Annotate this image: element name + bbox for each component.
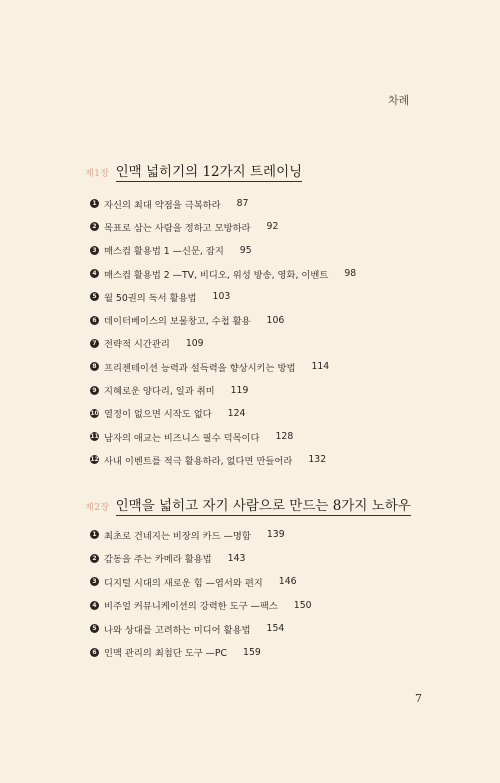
toc-list [90, 523, 312, 664]
entry-number: 3 [90, 246, 99, 255]
entry-title: 프리젠테이션 능력과 설득력을 향상시키는 방법 [104, 362, 296, 374]
entry-title: 매스컴 활용법 1 —신문, 잡지 [104, 246, 224, 258]
entry-number: 9 [90, 386, 99, 395]
page-number: 7 [415, 692, 422, 705]
toc-entry[interactable] [90, 523, 312, 547]
entry-number: 1 [90, 530, 99, 539]
entry-number: 6 [90, 648, 99, 657]
section-label: 제2장 [85, 503, 110, 513]
toc-entry[interactable] [90, 448, 356, 471]
entry-page: 103 [212, 291, 231, 303]
entry-title: 전략적 시간관리 [104, 339, 170, 351]
entry-title: 디지털 시대의 새로운 힘 —엽서와 편지 [104, 577, 263, 589]
toc-entry[interactable] [90, 262, 356, 285]
toc-entry[interactable] [90, 378, 356, 401]
entry-page: 109 [185, 337, 204, 349]
toc-entry[interactable] [90, 239, 356, 262]
entry-number: 2 [90, 222, 99, 231]
entry-page: 119 [230, 384, 249, 396]
entry-number: 3 [90, 577, 99, 586]
toc-entry[interactable] [90, 192, 356, 215]
entry-number: 4 [90, 601, 99, 610]
entry-number: 5 [90, 624, 99, 633]
section-title: 인맥 넓히기의 12가지 트레이닝 [116, 160, 303, 182]
running-head: 차례 [388, 94, 410, 107]
entry-page: 146 [278, 576, 297, 588]
section-title: 인맥을 넓히고 자기 사람으로 만드는 8가지 노하우 [116, 494, 411, 516]
toc-entry[interactable] [90, 547, 312, 571]
toc-entry[interactable] [90, 641, 312, 665]
toc-entry[interactable] [90, 215, 356, 238]
toc-entry[interactable] [90, 402, 356, 425]
entry-page: 150 [293, 599, 312, 611]
entry-number: 8 [90, 362, 99, 371]
entry-title: 사내 이벤트를 적극 활용하라, 없다면 만들어라 [104, 455, 293, 467]
entry-title: 감동을 주는 카메라 활용법 [104, 554, 212, 566]
section-heading [85, 160, 302, 182]
entry-page: 95 [239, 244, 252, 256]
entry-page: 106 [266, 314, 285, 326]
entry-title: 목표로 삼는 사람을 정하고 모방하라 [104, 222, 251, 234]
entry-page: 139 [266, 529, 285, 541]
entry-title: 열정이 없으면 시작도 없다 [104, 409, 212, 421]
entry-page: 154 [266, 623, 285, 635]
entry-title: 최초로 건네지는 비장의 카드 —명함 [104, 530, 251, 542]
toc-entry[interactable] [90, 308, 356, 331]
entry-number: 10 [90, 409, 99, 417]
entry-title: 매스컴 활용법 2 —TV, 비디오, 위성 방송, 영화, 이벤트 [104, 269, 329, 281]
entry-title: 남자의 애교는 비즈니스 필수 덕목이다 [104, 432, 260, 444]
entry-number: 2 [90, 554, 99, 563]
entry-page: 159 [243, 646, 261, 658]
entry-page: 143 [227, 552, 246, 564]
entry-page: 98 [344, 268, 357, 280]
entry-page: 87 [236, 198, 249, 210]
entry-number: 6 [90, 316, 99, 325]
entry-page: 132 [308, 454, 327, 466]
entry-title: 자신의 최대 약점을 극복하라 [104, 199, 221, 211]
section-label: 제1장 [85, 169, 110, 179]
entry-page: 124 [227, 407, 246, 419]
toc-entry[interactable] [90, 617, 312, 641]
toc-entry[interactable] [90, 332, 356, 355]
entry-title: 지혜로운 양다리, 일과 취미 [104, 386, 215, 398]
entry-number: 4 [90, 269, 99, 278]
toc-entry[interactable] [90, 594, 312, 618]
toc-entry[interactable] [90, 570, 312, 594]
entry-number: 5 [90, 292, 99, 301]
toc-entry[interactable] [90, 285, 356, 308]
entry-number: 11 [90, 433, 99, 441]
entry-title: 나와 상대를 고려하는 미디어 활용법 [104, 624, 251, 636]
entry-page: 92 [266, 221, 279, 233]
toc-entry[interactable] [90, 425, 356, 448]
section-heading [85, 494, 411, 516]
entry-title: 월 50권의 독서 활용법 [104, 292, 197, 304]
entry-title: 데이터베이스의 보물창고, 수첩 활용 [104, 316, 251, 328]
toc-list [90, 192, 356, 472]
entry-title: 비주얼 커뮤니케이션의 강력한 도구 —팩스 [104, 601, 278, 613]
entry-page: 128 [275, 431, 294, 443]
entry-page: 114 [311, 361, 330, 373]
toc-entry[interactable] [90, 355, 356, 378]
entry-number: 1 [90, 199, 99, 208]
entry-number: 7 [90, 339, 99, 348]
entry-number: 12 [90, 456, 99, 464]
entry-title: 인맥 관리의 최첨단 도구 —PC [104, 648, 228, 660]
